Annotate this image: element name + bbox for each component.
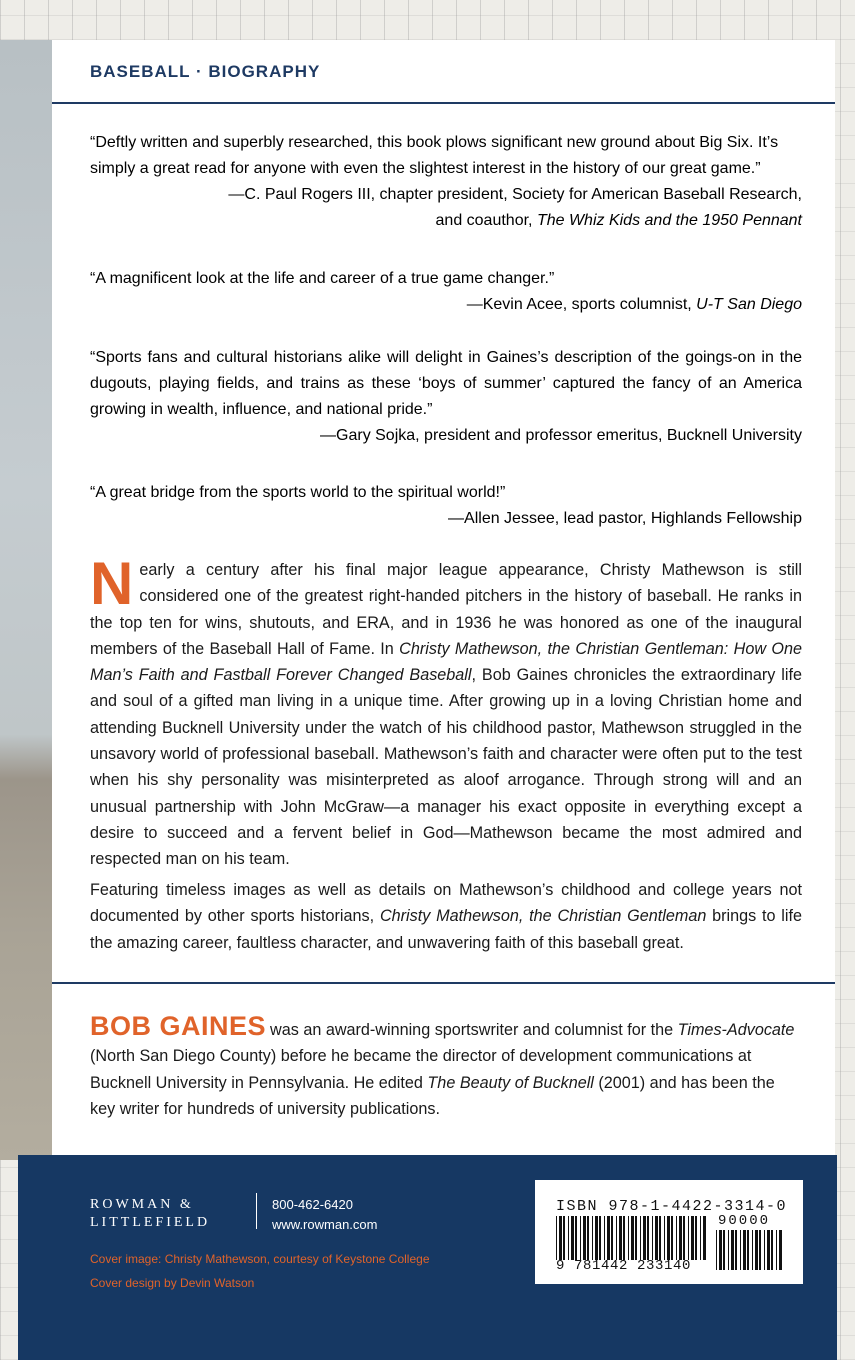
barcode-bar	[664, 1216, 665, 1260]
category-label: BASEBALL · BIOGRAPHY	[90, 62, 321, 81]
quote-attribution: —Kevin Acee, sports columnist, U-T San Diego	[466, 296, 802, 313]
barcode-bar	[695, 1216, 697, 1260]
barcode-bar	[619, 1216, 622, 1260]
author-name: BOB GAINES	[90, 1011, 267, 1041]
isbn-label: ISBN 978-1-4422-3314-0	[556, 1198, 788, 1215]
barcode-bar	[556, 1216, 557, 1260]
barcode-bar	[611, 1216, 613, 1260]
barcode-bar	[731, 1230, 734, 1270]
cover-credits: Cover image: Christy Mathewson, courtesy of Keystone College Cover design by Devin Watson	[90, 1252, 430, 1290]
barcode-bar	[688, 1216, 689, 1260]
barcode-bar	[752, 1230, 753, 1270]
quote-attribution: —Gary Sojka, president and professor emeritus, Bucknell University	[320, 427, 802, 444]
barcode-bar	[595, 1216, 598, 1260]
barcode-bar	[740, 1230, 741, 1270]
publisher-logo: ROWMAN & LITTLEFIELD	[90, 1197, 211, 1230]
barcode-bar	[607, 1216, 610, 1260]
barcode-bar	[635, 1216, 637, 1260]
barcode-bar	[616, 1216, 617, 1260]
quote-block-4	[90, 480, 802, 532]
barcode-bar	[652, 1216, 653, 1260]
barcode-bar	[776, 1230, 777, 1270]
barcode-bar	[587, 1216, 589, 1260]
barcode-bar	[683, 1216, 685, 1260]
barcode-bar	[667, 1216, 670, 1260]
cover-photo-strip	[0, 40, 52, 1160]
barcode-bar	[747, 1230, 749, 1270]
barcode-bar	[643, 1216, 646, 1260]
barcode-bar	[671, 1216, 673, 1260]
phone-number: 800-462-6420	[272, 1197, 353, 1212]
barcode-bar	[604, 1216, 605, 1260]
publisher-contact	[272, 1195, 377, 1235]
barcode-bar	[719, 1230, 722, 1270]
quote-text: “Sports fans and cultural historians alike will delight in Gaines’s description of the goings-on in the dugouts, playing fields, and trains as these ‘boys of summer’ captured the fancy of an America growing in wealth, influence, and national pride.”	[90, 349, 802, 418]
quote-attribution: —C. Paul Rogers III, chapter president, Society for American Baseball Research,	[228, 186, 802, 203]
barcode-bar	[723, 1230, 725, 1270]
barcode-bar	[779, 1230, 782, 1270]
quote-text: “A magnificent look at the life and career of a true game changer.”	[90, 270, 555, 287]
author-bio: BOB GAINES was an award-winning sportswriter and columnist for the Times-Advocate (North San Diego County) before he became the director of development communications at Bucknell University in Pennsylvania. He edited The Beauty of Bucknell (2001) and has been the key writer for hundreds of university publications.	[90, 1011, 795, 1118]
barcode-bar	[679, 1216, 682, 1260]
quote-block-3	[90, 345, 802, 449]
drop-cap: N	[90, 550, 134, 617]
barcode-bar	[580, 1216, 581, 1260]
barcode-bar	[575, 1216, 577, 1260]
bio-divider	[52, 982, 835, 984]
ean-barcode	[556, 1216, 708, 1260]
barcode-bar	[647, 1216, 649, 1260]
barcode-bar	[559, 1216, 562, 1260]
barcode-bar	[640, 1216, 641, 1260]
barcode-bar	[691, 1216, 694, 1260]
barcode-digits: 9 781442 233140	[556, 1258, 692, 1274]
barcode-bar	[771, 1230, 773, 1270]
barcode-bar	[716, 1230, 717, 1270]
barcode-bar	[755, 1230, 758, 1270]
barcode-bar	[703, 1216, 706, 1260]
publisher-divider	[256, 1193, 257, 1229]
barcode-bar	[735, 1230, 737, 1270]
website-link[interactable]: www.rowman.com	[272, 1217, 378, 1232]
barcode-bar	[568, 1216, 569, 1260]
barcode-bar	[676, 1216, 677, 1260]
barcode-bar	[728, 1230, 729, 1270]
quote-attribution: —Allen Jessee, lead pastor, Highlands Fellowship	[448, 510, 802, 527]
barcode-bar	[628, 1216, 629, 1260]
barcode-bar	[700, 1216, 701, 1260]
quote-block-2	[90, 266, 802, 318]
barcode-bar	[583, 1216, 586, 1260]
barcode-bar	[743, 1230, 746, 1270]
barcode-bar	[767, 1230, 770, 1270]
barcode-bar	[759, 1230, 761, 1270]
addon-barcode	[716, 1230, 784, 1270]
quote-block-1	[90, 130, 802, 234]
barcode-bar	[599, 1216, 601, 1260]
price-code: 90000	[718, 1213, 771, 1229]
barcode-bar	[655, 1216, 658, 1260]
book-description-2: Featuring timeless images as well as details on Mathewson’s childhood and college years not documented by other sports historians, Christy Mathewson, the Christian Gentleman brings to life the amazing career, faultless character, and unwavering faith of this baseball great.	[90, 881, 802, 952]
barcode-bar	[631, 1216, 634, 1260]
top-divider	[52, 102, 835, 104]
barcode-bar	[659, 1216, 661, 1260]
barcode-bar	[571, 1216, 574, 1260]
barcode-bar	[623, 1216, 625, 1260]
quote-attribution-line2: and coauthor, The Whiz Kids and the 1950 Pennant	[435, 212, 802, 229]
book-description: Nearly a century after his final major league appearance, Christy Mathewson is still considered one of the greatest right-handed pitchers in the history of baseball. He ranks in the top ten for wins, shutouts, and ERA, and in 1936 he was honored as one of the inaugural members of the Baseball Hall of Fame. In Christy Mathewson, the Christian Gentleman: How One Man’s Faith and Fastball Forever Changed Baseball, Bob Gaines chronicles the extraordinary life and soul of a gifted man living in a unique time. After growing up in a loving Christian home and attending Bucknell University under the watch of his childhood pastor, Mathewson struggled in the unsavory world of professional baseball. Mathewson’s faith and character were often put to the test when his shy personality was misinterpreted as aloof arrogance. Through strong will and an unusual partnership with John McGraw—a manager his exact opposite in everything except a desire to succeed and a fervent belief in God—Mathewson became the most admired and respected man on his team.	[90, 550, 802, 869]
quote-text: “A great bridge from the sports world to the spiritual world!”	[90, 484, 506, 501]
barcode-bar	[563, 1216, 565, 1260]
barcode-bar	[592, 1216, 593, 1260]
quote-text: “Deftly written and superbly researched, this book plows significant new ground about Big Six. It’s simply a great read for anyone with even the slightest interest in the history of our great game.”	[90, 134, 779, 177]
barcode-bar	[764, 1230, 765, 1270]
